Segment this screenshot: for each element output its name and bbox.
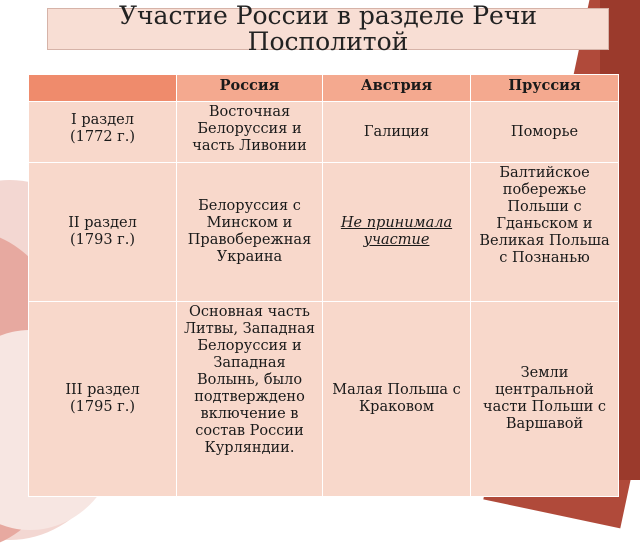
table-corner-cell [29, 75, 177, 102]
row-label-title: III раздел [65, 382, 140, 398]
row-label-partition-3 [29, 302, 177, 497]
row-label-year: (1793 г.) [69, 232, 136, 248]
table-row [29, 302, 619, 497]
column-header-prussia: Пруссия [471, 75, 619, 102]
cell-austria-3: Малая Польша с Краковом [323, 302, 471, 497]
cell-russia-3: Основная часть Литвы, Западная Белоруссия и Западная Волынь, было подтверждено включение в состав России Курляндии. [177, 302, 323, 497]
partition-table [28, 74, 619, 497]
row-label-title: I раздел [71, 112, 134, 128]
cell-russia-2: Белоруссия с Минском и Правобережная Украина [177, 163, 323, 302]
cell-prussia-3: Земли центральной части Польши с Варшавой [471, 302, 619, 497]
slide-title: Участие России в разделе Речи Посполитой [47, 8, 609, 50]
cell-prussia-2: Балтийское побережье Польши с Гданьском и Великая Польша с Познанью [471, 163, 619, 302]
column-header-russia: Россия [177, 75, 323, 102]
cell-austria-2: Не принимала участие [323, 163, 471, 302]
row-label-partition-2 [29, 163, 177, 302]
row-label-year: (1772 г.) [69, 129, 136, 145]
table-row [29, 163, 619, 302]
table-row [29, 102, 619, 163]
cell-austria-1: Галиция [323, 102, 471, 163]
row-label-title: II раздел [68, 215, 137, 231]
column-header-austria: Австрия [323, 75, 471, 102]
cell-russia-1: Восточная Белоруссия и часть Ливонии [177, 102, 323, 163]
cell-prussia-1: Поморье [471, 102, 619, 163]
row-label-partition-1 [29, 102, 177, 163]
row-label-year: (1795 г.) [69, 399, 136, 415]
table-header-row [29, 75, 619, 102]
